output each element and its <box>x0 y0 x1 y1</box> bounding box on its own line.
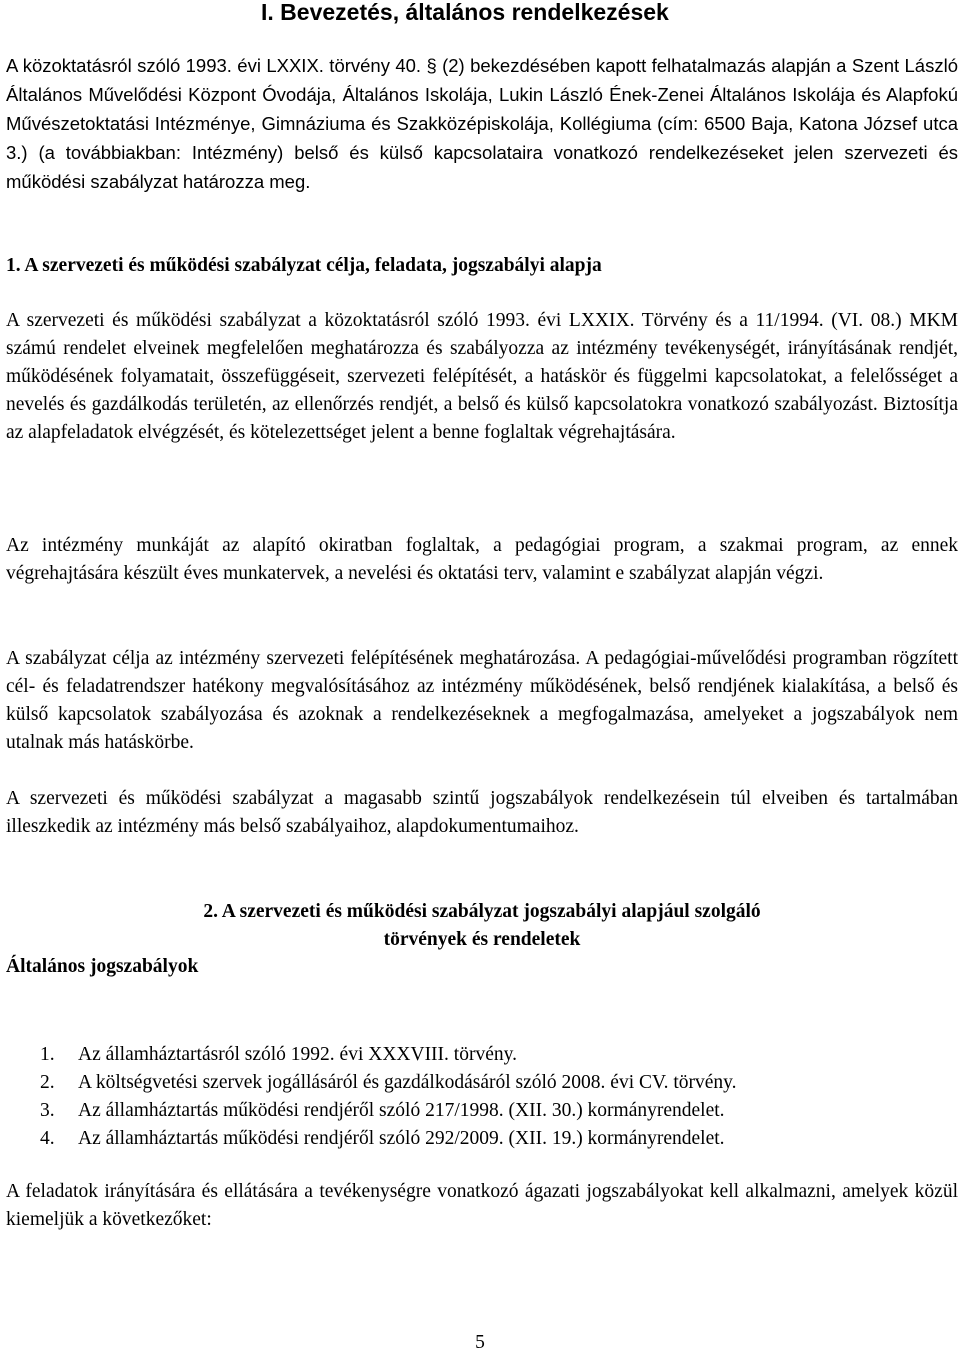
page-number: 5 <box>475 1332 485 1353</box>
section2-heading <box>6 898 958 954</box>
list-item: 1. Az államháztartásról szóló 1992. évi XXXVIII. törvény. <box>40 1044 517 1065</box>
section1-paragraph4: A szervezeti és működési szabályzat a magasabb szintű jogszabályok rendelkezésein túl elveiben és tartalmában illeszkedik az intézmény más belső szabályaihoz, alapdokumentumaihoz. <box>6 788 958 837</box>
section1-heading: 1. A szervezeti és működési szabályzat célja, feladata, jogszabályi alapja <box>6 255 602 276</box>
legislation-list <box>40 1041 737 1153</box>
section1-paragraph2: Az intézmény munkáját az alapító okiratban foglaltak, a pedagógiai program, a szakmai program, az ennek végrehajtására készült éves munkatervek, a nevelési és oktatási terv, valamint e szabályzat alapján végzi. <box>6 535 958 584</box>
page-title: I. Bevezetés, általános rendelkezések <box>261 0 669 25</box>
section2-subheading: Általános jogszabályok <box>6 956 199 977</box>
section2-closing-paragraph: A feladatok irányítására és ellátására a tevékenységre vonatkozó ágazati jogszabályokat kell alkalmazni, amelyek közül kiemeljük a következőket: <box>6 1181 958 1230</box>
list-item: 2. A költségvetési szervek jogállásáról és gazdálkodásáról szóló 2008. évi CV. törvény. <box>40 1072 737 1093</box>
section1-paragraph1: A szervezeti és működési szabályzat a közoktatásról szóló 1993. évi LXXIX. Törvény és a 11/1994. (VI. 08.) MKM számú rendelet elveinek megfelelően meghatározza és szabályozza az intézmény tevékenységét, irányításának rendjét, működésének folyamatait, összefüggéseit, szervezeti felépítését, a hatáskör és függelmi kapcsolatokat, a felelősséget a nevelés és gazdálkodás területén, az ellenőrzés rendjét, a belső és külső kapcsolatokra vonatkozó szabályozást. Biztosítja az alapfeladatok elvégzését, és kötelezettséget jelent a benne foglaltak végrehajtására. <box>6 310 958 443</box>
section2-heading-line2: törvények és rendeletek <box>383 929 581 950</box>
section2-heading-line1: 2. A szervezeti és működési szabályzat jogszabályi alapjául szolgáló <box>203 901 761 922</box>
list-item: 3. Az államháztartás működési rendjéről szóló 217/1998. (XII. 30.) kormányrendelet. <box>40 1100 725 1121</box>
intro-paragraph: A közoktatásról szóló 1993. évi LXXIX. törvény 40. § (2) bekezdésében kapott felhatalmazás alapján a Szent László Általános Művelődési Központ Óvodája, Általános Iskolája, Lukin László Ének-Zenei Általános Iskolája és Alapfokú Művészetoktatási Intézménye, Gimnáziuma és Szakközépiskolája, Kollégiuma (cím: 6500 Baja, Katona József utca 3.) (a továbbiakban: Intézmény) belső és külső kapcsolataira vonatkozó rendelkezéseket jelen szervezeti és működési szabályzat határozza meg. <box>6 55 958 192</box>
section1-paragraph3: A szabályzat célja az intézmény szervezeti felépítésének meghatározása. A pedagógiai-művelődési programban rögzített cél- és feladatrendszer hatékony megvalósításához az intézmény működésének, belső rendjének kialakítása, a belső és külső kapcsolatok szabályozása és azoknak a rendelkezéseknek a megfogalmazása, amelyeket a jogszabályok nem utalnak más hatáskörbe. <box>6 648 958 753</box>
list-item: 4. Az államháztartás működési rendjéről szóló 292/2009. (XII. 19.) kormányrendelet. <box>40 1128 725 1149</box>
